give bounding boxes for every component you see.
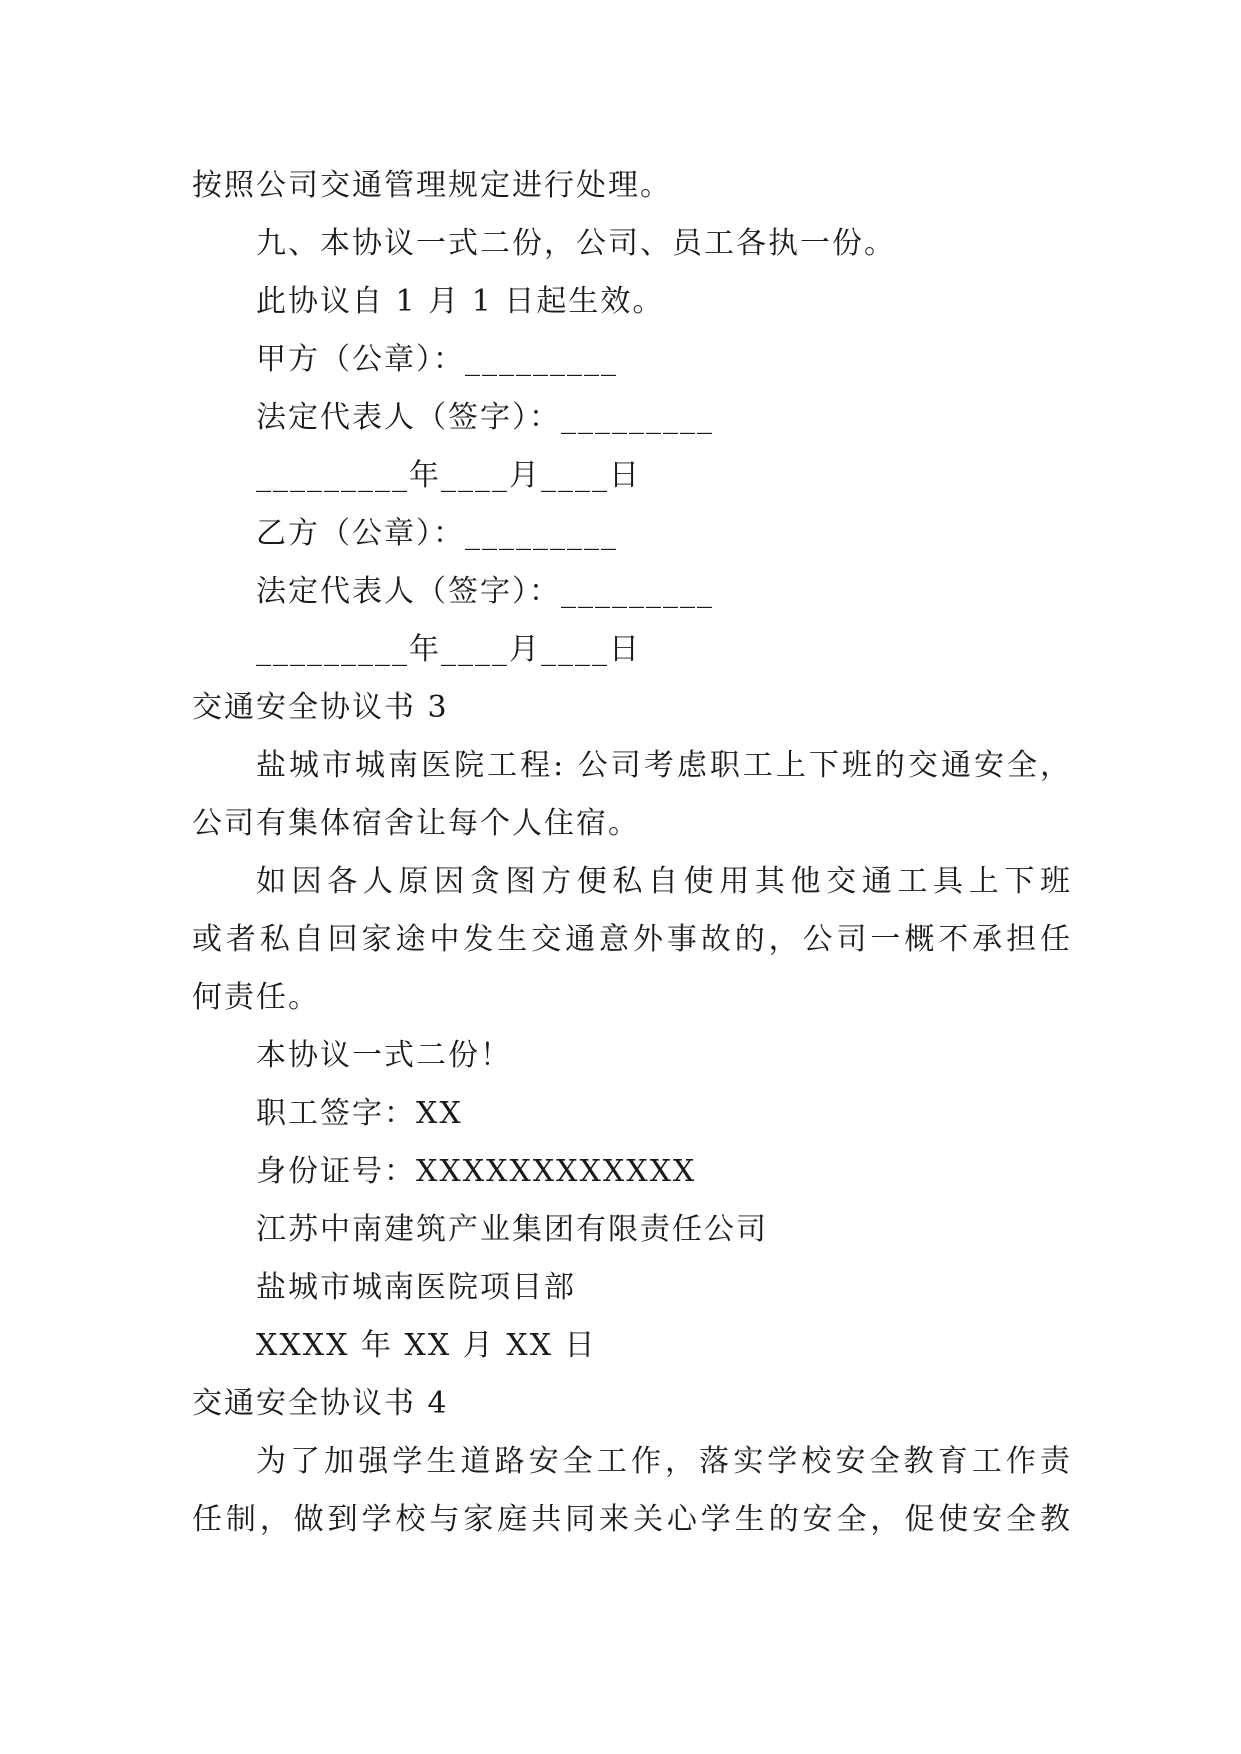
paragraph-line: 何责任。 <box>192 980 320 1015</box>
paragraph-line: 如因各人原因贪图方便私自使用其他交通工具上下班 <box>256 864 1072 899</box>
effective-date-line: 此协议自 1 月 1 日起生效。 <box>256 284 665 319</box>
clause-nine: 九、本协议一式二份，公司、员工各执一份。 <box>256 226 896 261</box>
signing-date: XXXX 年 XX 月 XX 日 <box>256 1328 597 1363</box>
employee-signature-line: 职工签字：XX <box>256 1096 463 1131</box>
section-heading-3: 交通安全协议书 3 <box>192 690 449 725</box>
party-a-representative-line: 法定代表人（签字）：_________ <box>256 400 714 435</box>
party-b-representative-line: 法定代表人（签字）：_________ <box>256 574 714 609</box>
project-department: 盐城市城南医院项目部 <box>256 1270 576 1305</box>
party-a-seal-line: 甲方（公章）：_________ <box>256 342 618 377</box>
section-heading-4: 交通安全协议书 4 <box>192 1386 449 1421</box>
paragraph-line: 按照公司交通管理规定进行处理。 <box>192 168 672 203</box>
party-b-date-line: _________年____月____日 <box>256 632 641 667</box>
paragraph-line: 公司有集体宿舍让每个人住宿。 <box>192 806 640 841</box>
copies-statement: 本协议一式二份！ <box>256 1038 512 1073</box>
paragraph-line: 为了加强学生道路安全工作，落实学校安全教育工作责 <box>256 1444 1072 1479</box>
id-number-line: 身份证号：XXXXXXXXXXXX <box>256 1154 697 1189</box>
paragraph-line: 任制，做到学校与家庭共同来关心学生的安全，促使安全教 <box>192 1502 1072 1537</box>
paragraph-line: 盐城市城南医院工程: 公司考虑职工上下班的交通安全， <box>256 748 1072 783</box>
paragraph-line: 或者私自回家途中发生交通意外事故的，公司一概不承担任 <box>192 922 1072 957</box>
company-name: 江苏中南建筑产业集团有限责任公司 <box>256 1212 768 1247</box>
party-b-seal-line: 乙方（公章）：_________ <box>256 516 618 551</box>
party-a-date-line: _________年____月____日 <box>256 458 641 493</box>
